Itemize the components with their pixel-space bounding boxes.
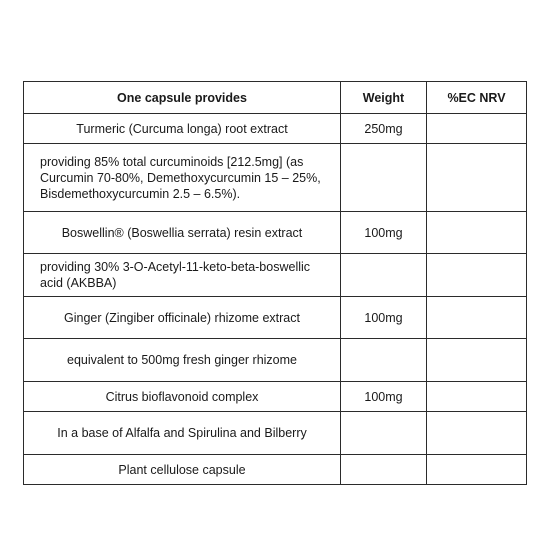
weight-cell: [341, 455, 427, 485]
ingredient-cell: providing 30% 3-O-Acetyl-11-keto-beta-boswellic acid (AKBBA): [24, 254, 341, 297]
nrv-cell: [427, 212, 527, 254]
supplement-facts-table-container: [23, 81, 526, 485]
table-row: [24, 412, 527, 455]
header-weight: Weight: [341, 82, 427, 114]
ingredient-cell: Turmeric (Curcuma longa) root extract: [24, 114, 341, 144]
ingredient-cell: Boswellin® (Boswellia serrata) resin extract: [24, 212, 341, 254]
table-row: [24, 212, 527, 254]
weight-cell: 100mg: [341, 297, 427, 339]
nrv-cell: [427, 455, 527, 485]
weight-cell: 100mg: [341, 382, 427, 412]
table-row: [24, 297, 527, 339]
table-row: [24, 382, 527, 412]
weight-cell: [341, 339, 427, 382]
header-ingredient: One capsule provides: [24, 82, 341, 114]
table-row: [24, 114, 527, 144]
table-row: [24, 339, 527, 382]
weight-cell: [341, 144, 427, 212]
ingredient-cell: In a base of Alfalfa and Spirulina and Bilberry: [24, 412, 341, 455]
nrv-cell: [427, 144, 527, 212]
nrv-cell: [427, 339, 527, 382]
nrv-cell: [427, 114, 527, 144]
ingredient-cell: providing 85% total curcuminoids [212.5mg] (as Curcumin 70-80%, Demethoxycurcumin 15 – 25%, Bisdemethoxycurcumin 2.5 – 6.5%).: [24, 144, 341, 212]
table-header-row: [24, 82, 527, 114]
nrv-cell: [427, 382, 527, 412]
ingredient-cell: equivalent to 500mg fresh ginger rhizome: [24, 339, 341, 382]
table-row: [24, 455, 527, 485]
weight-cell: [341, 254, 427, 297]
weight-cell: 250mg: [341, 114, 427, 144]
table-row: [24, 254, 527, 297]
header-nrv: %EC NRV: [427, 82, 527, 114]
nrv-cell: [427, 297, 527, 339]
nrv-cell: [427, 412, 527, 455]
supplement-facts-table: [23, 81, 527, 485]
weight-cell: 100mg: [341, 212, 427, 254]
ingredient-cell: Plant cellulose capsule: [24, 455, 341, 485]
nrv-cell: [427, 254, 527, 297]
weight-cell: [341, 412, 427, 455]
table-row: [24, 144, 527, 212]
ingredient-cell: Ginger (Zingiber officinale) rhizome extract: [24, 297, 341, 339]
ingredient-cell: Citrus bioflavonoid complex: [24, 382, 341, 412]
